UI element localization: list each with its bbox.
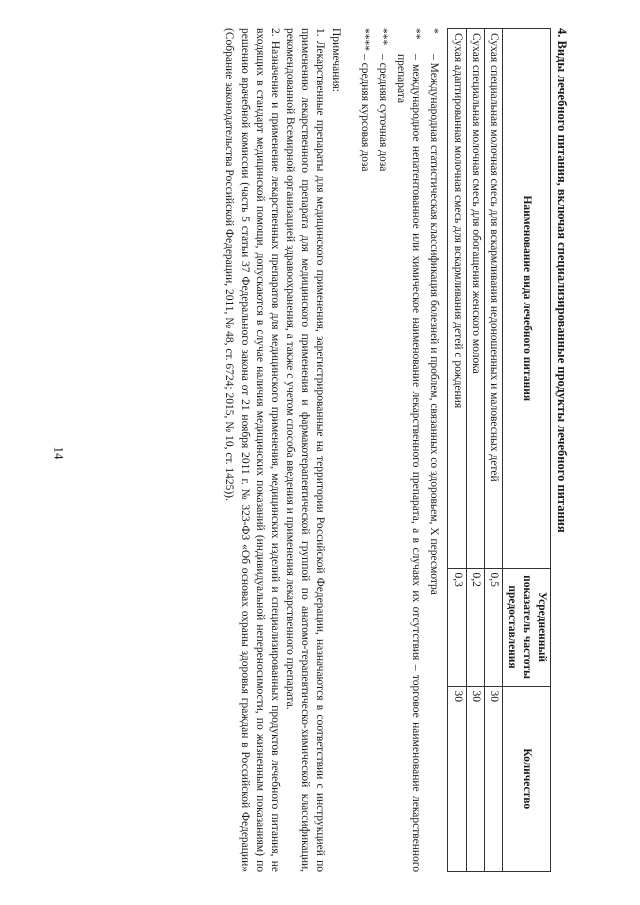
nutrition-table: [447, 28, 551, 872]
header-frequency: Усредненный показатель частоты предоставления: [502, 568, 551, 686]
table-row: [484, 29, 502, 872]
cell-frequency: 0,3: [448, 568, 466, 686]
footnote-text: – Международная статистическая классификация болезней и проблем, связанных со здоровьем, X пересмотра: [428, 54, 441, 595]
footnote-mark: **: [410, 28, 423, 40]
table-row: [466, 29, 484, 872]
cell-quantity: 30: [448, 686, 466, 871]
cell-name: Сухая специальная молочная смесь для вскармливания недоношенных и маловесных детей: [484, 29, 502, 569]
footnote-mark: ***: [376, 28, 389, 46]
notes-title: Примечания:: [329, 28, 342, 92]
footnote-item: [426, 28, 441, 872]
footnote-text: – средняя курсовая доза: [358, 54, 371, 172]
cell-name: Сухая адаптированная молочная смесь для вскармливания детей с рождения: [448, 29, 466, 569]
note-paragraph: 2. Назначение и применение лекарственных препаратов для медицинского применения, медицинских изделий и специализированных продуктов лечебного питания, не входящих в стандарт медицинской помощи, допускаются в случае наличия медицинских показаний (индивидуальной непереносимости, по жизненным показаниям) по решению врачебной комиссии (часть 5 статьи 37 Федерального закона от 21 ноября 2011 г. № 323-ФЗ «Об основах охраны здоровья граждан в Российской Федерации» (Собрание законодательства Российской Федерации, 2011, № 48, ст. 6724; 2015, № 10, ст. 1425)).: [223, 28, 281, 872]
footnote-text: – средняя суточная доза: [376, 54, 389, 172]
cell-quantity: 30: [466, 686, 484, 871]
header-name: Наименование вида лечебного питания: [502, 29, 551, 569]
section-title: 4. Виды лечебного питания, включая специализированные продукты лечебного питания: [555, 28, 569, 533]
table-header-row: [502, 29, 551, 872]
rotated-page-content: [60, 22, 580, 882]
footnote-item: [393, 28, 423, 872]
page-number: 14: [51, 446, 67, 460]
cell-frequency: 0,5: [484, 568, 502, 686]
table-row: [448, 29, 466, 872]
notes-section: [221, 28, 342, 872]
cell-name: Сухая специальная молочная смесь для обогащения женского молока: [466, 29, 484, 569]
footnote-text: – международное непатентованное или химическое наименование лекарственного препарата, а в случаях их отсутствия – торговое наименование лекарственного препарата: [395, 54, 423, 872]
footnote-mark: ****: [358, 28, 371, 51]
footnote-item: [375, 28, 390, 872]
footnote-item: [357, 28, 372, 872]
footnotes: [357, 28, 442, 872]
footnote-mark: *: [428, 28, 441, 34]
note-paragraph: 1. Лекарственные препараты для медицинского применения, зарегистрированные на территории Российской Федерации, назначаются в соответствии с инструкцией по применению лекарственного препарата для медицинского применения и фармакотерапевтической группой по анатомо-терапевтическо-химической классификации, рекомендованной Всемирной организацией здравоохранения, а также с учетом способа введения и применения лекарственного препарата.: [284, 28, 327, 872]
header-quantity: Количество: [502, 686, 551, 871]
cell-quantity: 30: [484, 686, 502, 871]
cell-frequency: 0,2: [466, 568, 484, 686]
